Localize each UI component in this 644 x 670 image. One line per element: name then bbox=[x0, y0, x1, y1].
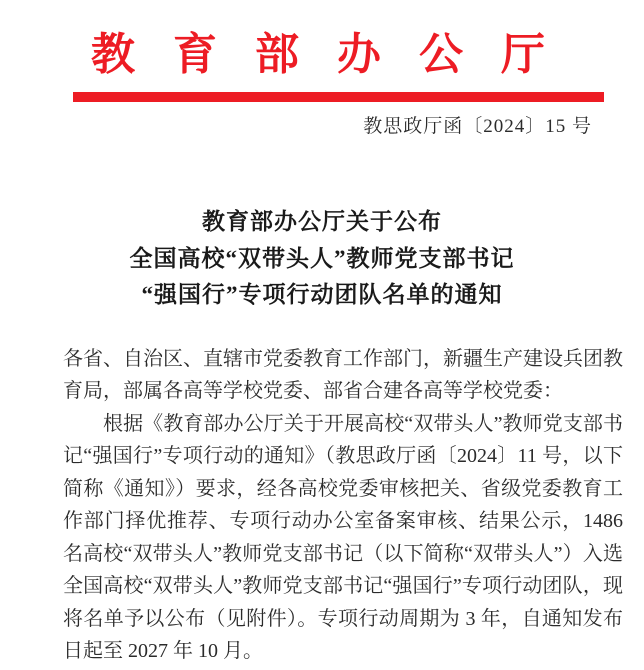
doc-body bbox=[63, 343, 623, 668]
doc-title-line-2: 全国高校“双带头人”教师党支部书记 bbox=[129, 245, 515, 271]
doc-reference-number: 教思政厅函〔2024〕15 号 bbox=[363, 116, 592, 137]
doc-title-line-3: “强国行”专项行动团队名单的通知 bbox=[141, 282, 503, 307]
letterhead bbox=[0, 30, 644, 102]
main-paragraph: 根据《教育部办公厅关于开展高校“双带头人”教师党支部书记“强国行”专项行动的通知》（教思政厅函〔2024〕11 号，以下简称《通知》）要求，经各高校党委审核把关、省级党委教育工作部门择优推荐、专项行动办公室备案审核、结果公示，1486 名高校“双带头人”教师党支部书记（以下简称“双带头人”）入选全国高校“双带头人”教师党支部书记“强国行”专项行动团队，现将名单予以公布（见附件）。专项行动周期为 3 年，自通知发布日起至 2027 年 10 月。 bbox=[63, 412, 623, 662]
org-name-header: 教育部办公厅 bbox=[91, 30, 583, 79]
red-divider-rule bbox=[73, 92, 604, 102]
doc-title-line-1: 教育部办公厅关于公布 bbox=[202, 209, 442, 234]
salutation-paragraph: 各省、自治区、直辖市党委教育工作部门，新疆生产建设兵团教育局，部属各高等学校党委、部省合建各高等学校党委： bbox=[63, 347, 623, 402]
doc-title bbox=[0, 204, 644, 314]
